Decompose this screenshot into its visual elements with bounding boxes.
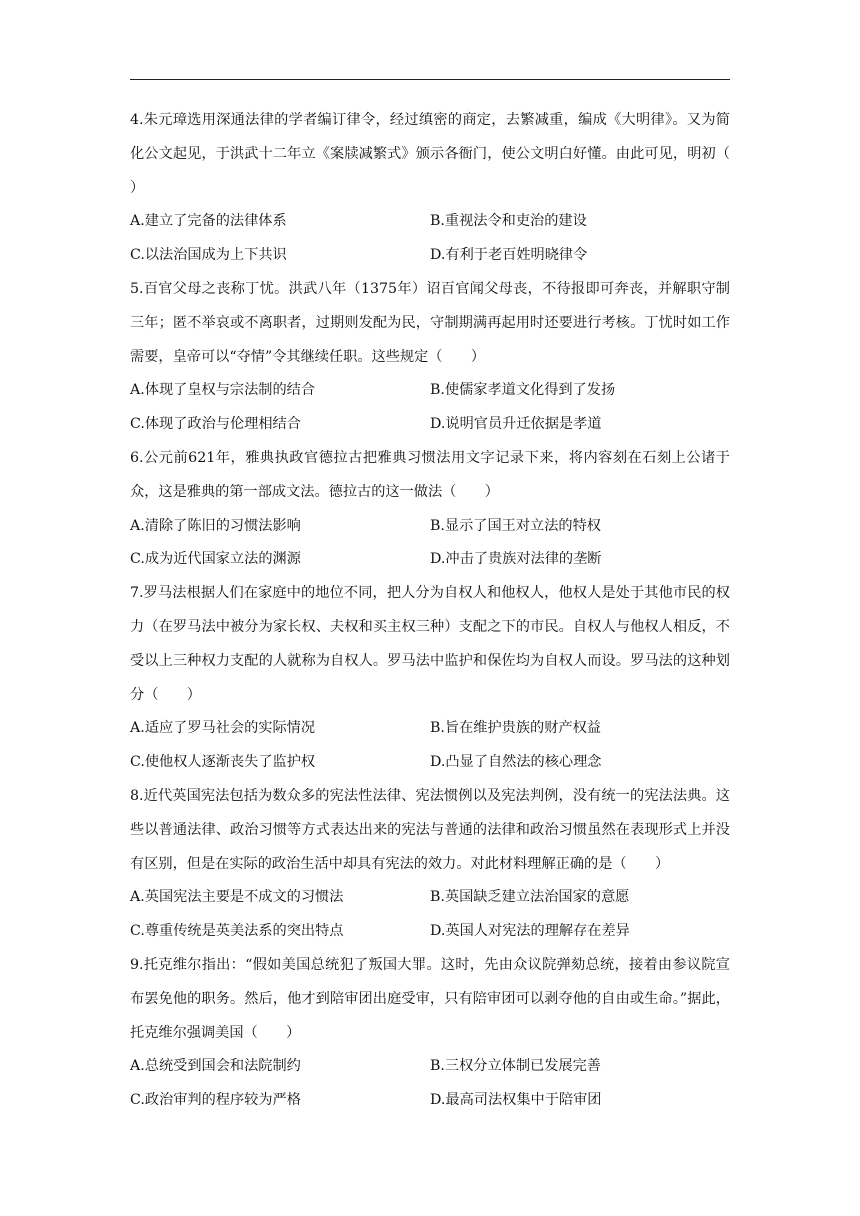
options-row — [130, 746, 730, 780]
question-stem: 6.公元前621年，雅典执政官德拉古把雅典习惯法用文字记录下来，将内容刻在石刻上公诸于众，这是雅典的第一部成文法。德拉古的这一做法（ ） — [130, 449, 730, 500]
question-8 — [130, 780, 730, 949]
option-d: D.最高司法权集中于陪审团 — [430, 1092, 602, 1109]
question-6 — [130, 442, 730, 577]
question-7 — [130, 577, 730, 780]
option-d: D.英国人对宪法的理解存在差异 — [430, 923, 630, 940]
option-a: A.适应了罗马社会的实际情况 — [130, 720, 316, 737]
option-b: B.重视法令和吏治的建设 — [430, 213, 587, 230]
question-stem: 9.托克维尔指出：“假如美国总统犯了叛国大罪。这时，先由众议院弹劾总统，接着由参议院宣布罢免他的职务。然后，他才到陪审团出庭受审，只有陪审团可以剥夺他的自由或生命。”据此，托克维尔强调美国（ ） — [130, 956, 730, 1041]
option-d: D.凸显了自然法的核心理念 — [430, 754, 602, 771]
option-c: C.尊重传统是英美法系的突出特点 — [130, 923, 344, 940]
option-b: B.显示了国王对立法的特权 — [430, 517, 601, 534]
question-stem: 4.朱元璋选用深通法律的学者编订律令，经过缜密的商定，去繁减重，编成《大明律》。又为简化公文起见，于洪武十二年立《案牍减繁式》颁示各衙门，使公文明白好懂。由此可见，明初（ ） — [130, 112, 759, 196]
options-row — [130, 1084, 730, 1118]
option-a: A.英国宪法主要是不成文的习惯法 — [130, 889, 344, 906]
options-row — [130, 239, 730, 273]
options-row — [130, 374, 730, 408]
option-d: D.说明官员升迁依据是孝道 — [430, 416, 602, 433]
options-row — [130, 881, 730, 915]
option-b: B.英国缺乏建立法治国家的意愿 — [430, 889, 630, 906]
options-row — [130, 915, 730, 949]
option-a: A.总统受到国会和法院制约 — [130, 1058, 301, 1075]
option-a: A.清除了陈旧的习惯法影响 — [130, 517, 301, 534]
option-b: B.三权分立体制已发展完善 — [430, 1058, 601, 1075]
question-5 — [130, 273, 730, 442]
option-a: A.建立了完备的法律体系 — [130, 213, 287, 230]
option-c: C.政治审判的程序较为严格 — [130, 1092, 301, 1109]
option-c: C.成为近代国家立法的渊源 — [130, 551, 301, 568]
option-c: C.使他权人逐渐丧失了监护权 — [130, 754, 316, 771]
question-9 — [130, 949, 730, 1118]
question-stem: 5.百官父母之丧称丁忧。洪武八年（1375年）诏百官闻父母丧，不待报即可奔丧，并解职守制三年；匿不举哀或不离职者，过期则发配为民，守制期满再起用时还要进行考核。丁忧时如工作需要，皇帝可以“夺情”令其继续任职。这些规定（ ） — [130, 280, 730, 365]
options-row — [130, 408, 730, 442]
question-stem: 7.罗马法根据人们在家庭中的地位不同，把人分为自权人和他权人，他权人是处于其他市民的权力（在罗马法中被分为家长权、夫权和买主权三种）支配之下的市民。自权人与他权人相反，不受以上三种权力支配的人就称为自权人。罗马法中监护和保佐均为自权人而设。罗马法的这种划分（ ） — [130, 585, 730, 703]
option-a: A.体现了皇权与宗法制的结合 — [130, 382, 316, 399]
option-c: C.体现了政治与伦理相结合 — [130, 416, 301, 433]
options-row — [130, 543, 730, 577]
header-rule — [130, 79, 730, 80]
question-stem: 8.近代英国宪法包括为数众多的宪法性法律、宪法惯例以及宪法判例，没有统一的宪法法典。这些以普通法律、政治习惯等方式表达出来的宪法与普通的法律和政治习惯虽然在表现形式上并没有区别，但是在实际的政治生活中却具有宪法的效力。对此材料理解正确的是（ ） — [130, 787, 730, 872]
option-b: B.旨在维护贵族的财产权益 — [430, 720, 601, 737]
question-list — [130, 104, 759, 1118]
options-row — [130, 510, 730, 544]
option-d: D.有利于老百姓明晓律令 — [430, 247, 588, 264]
options-row — [130, 205, 730, 239]
options-row — [130, 712, 730, 746]
option-c: C.以法治国成为上下共识 — [130, 247, 287, 264]
options-row — [130, 1050, 730, 1084]
question-4 — [130, 104, 759, 273]
option-d: D.冲击了贵族对法律的垄断 — [430, 551, 602, 568]
option-b: B.使儒家孝道文化得到了发扬 — [430, 382, 616, 399]
